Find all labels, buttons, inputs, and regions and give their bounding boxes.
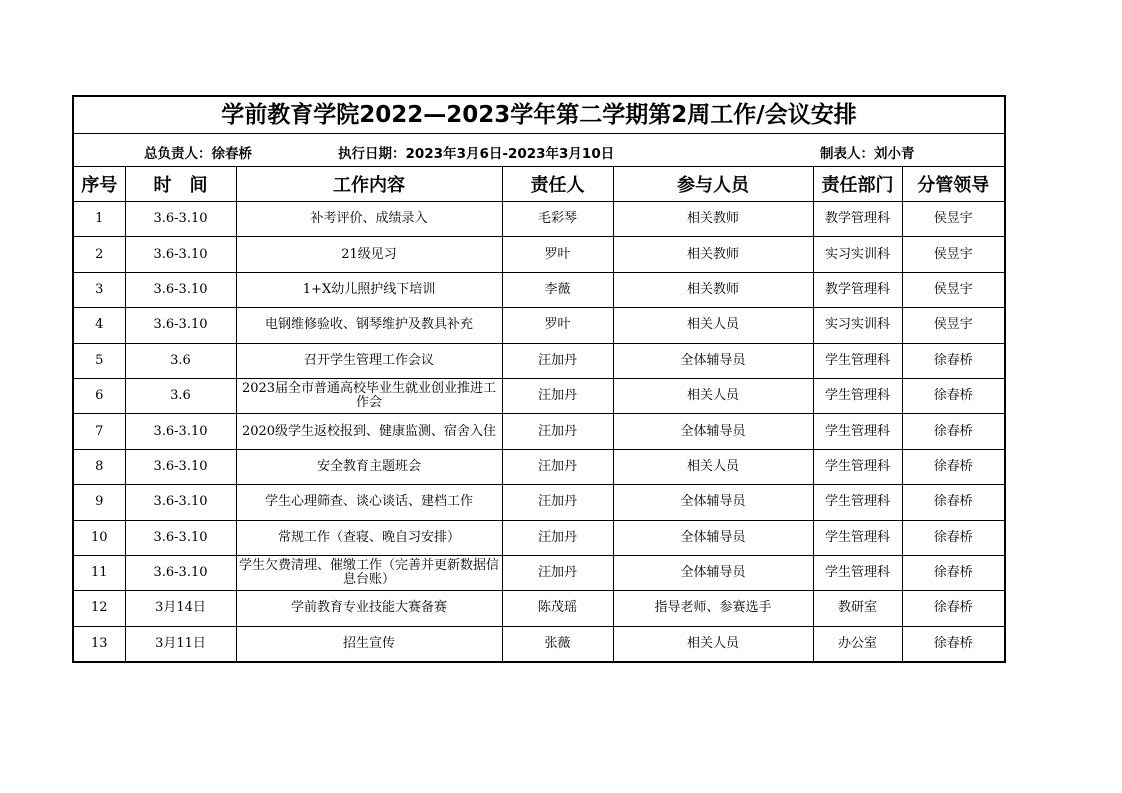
table-row: [74, 555, 1004, 590]
cell-content: 常规工作（查寝、晚自习安排）: [236, 520, 502, 555]
cell-index: 6: [74, 378, 125, 413]
cell-department: 实习实训科: [813, 308, 902, 343]
cell-time: 3.6-3.10: [125, 520, 236, 555]
header-content: 工作内容: [236, 167, 502, 202]
cell-leader: 侯昱宇: [902, 237, 1004, 272]
header-department: 责任部门: [813, 167, 902, 202]
cell-owner: 毛彩琴: [502, 202, 613, 237]
cell-index: 13: [74, 626, 125, 661]
cell-content: 安全教育主题班会: [236, 449, 502, 484]
cell-owner: 汪加丹: [502, 485, 613, 520]
table-row: [74, 343, 1004, 378]
table-row: [74, 591, 1004, 626]
cell-leader: 徐春桥: [902, 555, 1004, 590]
cell-content: 补考评价、成绩录入: [236, 202, 502, 237]
cell-owner: 汪加丹: [502, 414, 613, 449]
cell-department: 学生管理科: [813, 343, 902, 378]
cell-index: 7: [74, 414, 125, 449]
cell-index: 12: [74, 591, 125, 626]
header-participants: 参与人员: [613, 167, 813, 202]
cell-leader: 侯昱宇: [902, 272, 1004, 307]
cell-time: 3.6-3.10: [125, 449, 236, 484]
cell-index: 9: [74, 485, 125, 520]
cell-time: 3.6: [125, 378, 236, 413]
table-body: [74, 202, 1004, 662]
table-row: [74, 626, 1004, 661]
cell-participants: 相关教师: [613, 272, 813, 307]
cell-participants: 全体辅导员: [613, 555, 813, 590]
cell-index: 3: [74, 272, 125, 307]
cell-leader: 徐春桥: [902, 378, 1004, 413]
cell-department: 教学管理科: [813, 272, 902, 307]
cell-owner: 汪加丹: [502, 449, 613, 484]
execution-date: 执行日期：2023年3月6日-2023年3月10日: [338, 146, 615, 162]
cell-participants: 相关教师: [613, 202, 813, 237]
cell-time: 3.6-3.10: [125, 485, 236, 520]
table-row: [74, 449, 1004, 484]
table-row: [74, 520, 1004, 555]
cell-index: 4: [74, 308, 125, 343]
cell-leader: 徐春桥: [902, 591, 1004, 626]
cell-leader: 徐春桥: [902, 449, 1004, 484]
cell-department: 学生管理科: [813, 378, 902, 413]
cell-department: 学生管理科: [813, 520, 902, 555]
cell-content: 招生宣传: [236, 626, 502, 661]
schedule-table: [74, 167, 1004, 661]
cell-leader: 侯昱宇: [902, 308, 1004, 343]
cell-index: 2: [74, 237, 125, 272]
cell-department: 学生管理科: [813, 449, 902, 484]
cell-content: 1+X幼儿照护线下培训: [236, 272, 502, 307]
cell-department: 实习实训科: [813, 237, 902, 272]
table-maker: 制表人：刘小青: [820, 146, 915, 162]
cell-participants: 全体辅导员: [613, 343, 813, 378]
cell-time: 3.6-3.10: [125, 555, 236, 590]
cell-department: 办公室: [813, 626, 902, 661]
cell-owner: 张薇: [502, 626, 613, 661]
cell-content: 召开学生管理工作会议: [236, 343, 502, 378]
cell-content: 学前教育专业技能大赛备赛: [236, 591, 502, 626]
cell-index: 11: [74, 555, 125, 590]
cell-content: 21级见习: [236, 237, 502, 272]
cell-participants: 全体辅导员: [613, 520, 813, 555]
cell-participants: 相关人员: [613, 449, 813, 484]
cell-content: 学生欠费清理、催缴工作（完善并更新数据信息台账）: [236, 555, 502, 590]
cell-index: 8: [74, 449, 125, 484]
cell-owner: 陈茂瑶: [502, 591, 613, 626]
cell-department: 学生管理科: [813, 555, 902, 590]
cell-leader: 徐春桥: [902, 626, 1004, 661]
table-row: [74, 414, 1004, 449]
schedule-sheet: [72, 95, 1006, 663]
cell-time: 3.6-3.10: [125, 237, 236, 272]
cell-owner: 汪加丹: [502, 555, 613, 590]
cell-time: 3月14日: [125, 591, 236, 626]
header-owner: 责任人: [502, 167, 613, 202]
cell-participants: 全体辅导员: [613, 414, 813, 449]
cell-time: 3.6-3.10: [125, 202, 236, 237]
header-time: 时 间: [125, 167, 236, 202]
cell-time: 3.6-3.10: [125, 308, 236, 343]
cell-content: 学生心理筛查、谈心谈话、建档工作: [236, 485, 502, 520]
cell-content: 2020级学生返校报到、健康监测、宿舍入住: [236, 414, 502, 449]
page-title: 学前教育学院2022—2023学年第二学期第2周工作/会议安排: [74, 97, 1004, 134]
cell-time: 3.6-3.10: [125, 414, 236, 449]
table-row: [74, 272, 1004, 307]
meta-row: [74, 134, 1004, 167]
cell-participants: 指导老师、参赛选手: [613, 591, 813, 626]
cell-participants: 相关人员: [613, 308, 813, 343]
cell-owner: 罗叶: [502, 237, 613, 272]
table-row: [74, 378, 1004, 413]
cell-participants: 相关人员: [613, 626, 813, 661]
cell-time: 3月11日: [125, 626, 236, 661]
cell-index: 5: [74, 343, 125, 378]
header-index: 序号: [74, 167, 125, 202]
table-row: [74, 237, 1004, 272]
cell-leader: 徐春桥: [902, 343, 1004, 378]
cell-owner: 罗叶: [502, 308, 613, 343]
table-row: [74, 202, 1004, 237]
cell-department: 学生管理科: [813, 414, 902, 449]
cell-owner: 汪加丹: [502, 343, 613, 378]
cell-index: 1: [74, 202, 125, 237]
cell-department: 教学管理科: [813, 202, 902, 237]
header-leader: 分管领导: [902, 167, 1004, 202]
cell-owner: 李薇: [502, 272, 613, 307]
cell-leader: 徐春桥: [902, 485, 1004, 520]
cell-leader: 侯昱宇: [902, 202, 1004, 237]
cell-content: 电钢维修验收、钢琴维护及教具补充: [236, 308, 502, 343]
cell-owner: 汪加丹: [502, 520, 613, 555]
cell-time: 3.6: [125, 343, 236, 378]
cell-department: 教研室: [813, 591, 902, 626]
table-header-row: [74, 167, 1004, 202]
table-row: [74, 485, 1004, 520]
cell-participants: 相关教师: [613, 237, 813, 272]
cell-leader: 徐春桥: [902, 414, 1004, 449]
cell-owner: 汪加丹: [502, 378, 613, 413]
cell-participants: 相关人员: [613, 378, 813, 413]
cell-time: 3.6-3.10: [125, 272, 236, 307]
cell-leader: 徐春桥: [902, 520, 1004, 555]
responsible-person: 总负责人：徐春桥: [144, 146, 252, 162]
cell-index: 10: [74, 520, 125, 555]
cell-participants: 全体辅导员: [613, 485, 813, 520]
cell-department: 学生管理科: [813, 485, 902, 520]
table-row: [74, 308, 1004, 343]
cell-content: 2023届全市普通高校毕业生就业创业推进工作会: [236, 378, 502, 413]
